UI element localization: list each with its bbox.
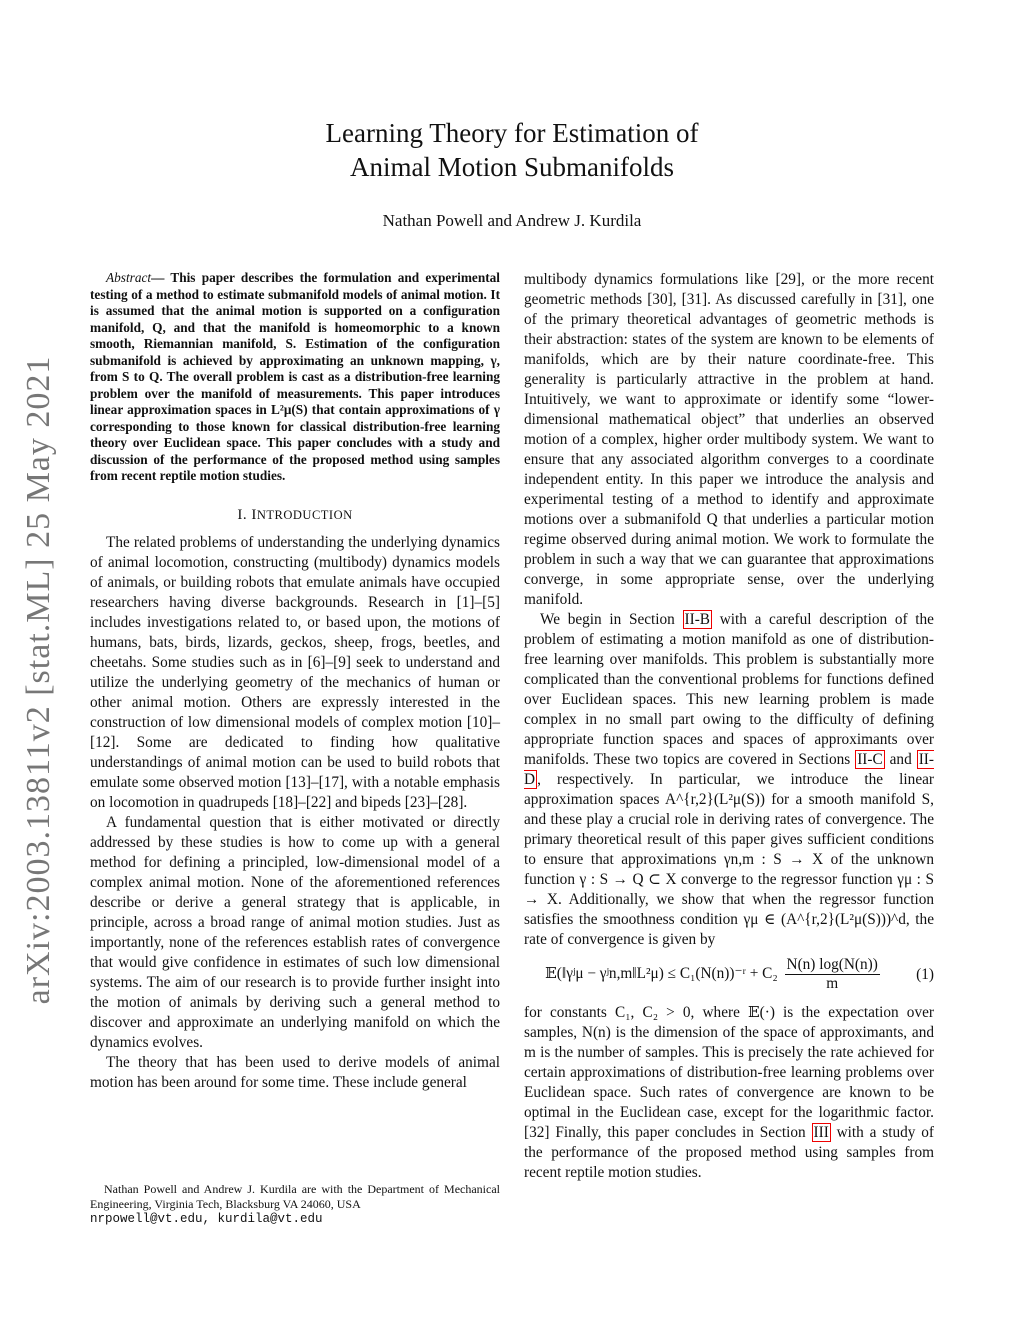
abstract-label: Abstract <box>106 270 152 285</box>
section-link-II-C[interactable]: II-C <box>857 751 883 768</box>
section-name-rest: NTRODUCTION <box>256 507 353 522</box>
abstract <box>90 270 500 485</box>
intro-paragraph-1: The related problems of understanding the underlying dynamics of animal locomotion, constructing (multibody) dynamics models of animals, or building robots that emulate animals have occupied researchers having diverse backgrounds. Research in [1]–[5] includes investigations related to, or based upon, the motions of humans, bats, birds, lizards, geckos, sheep, frogs, beetles, and cheetahs. Some studies such as in [6]–[9] seek to understand and utilize the underlying geometry of the mechanics of human or other animal motion. Others are expressly interested in the construction of low dimensional models of complex motion [10]–[12]. Some are dedicated to finding how qualitative understandings of animal motion can be used to build robots that emulate some observed motion [13]–[17], with a notable emphasis on locomotion in quadrupeds [18]–[22] and bipeds [23]–[28]. <box>90 533 500 811</box>
p2-text-4: , respectively. In particular, we introduce the linear approximation spaces A^{r,2}(L²μ(S)) for a smooth manifold S, and these play a crucial role in deriving rates of convergence. The primary theoretical result of this paper gives sufficient conditions to ensure that approximations γn,m : S → X of the unknown function γ : S → Q ⊂ X converge to the regressor function γμ : S → X. Additionally, we show that when the regressor function satisfies the smoothness condition γμ ∈ (A^{r,2}(L²μ(S)))^d, the rate of convergence is given by <box>524 771 934 948</box>
author-list: Nathan Powell and Andrew J. Kurdila <box>382 211 642 230</box>
intro-paragraph-2: A fundamental question that is either motivated or directly addressed by these studies is how to come up with a general method for defining a principled, low-dimensional model of a complex animal motion. None of the aforementioned references describe or derive a general strategy that is applicable, in principle, across a broad range of animal motion studies. Just as importantly, none of the references establish rates of convergence that would give confidence in estimates of such low dimensional systems. The aim of our research is to provide further insight into the motion of animals by deriving such a general method to discover and approximate an underlying manifold on which the dynamics evolves. <box>90 813 500 1051</box>
title-line-2: Animal Motion Submanifolds <box>350 152 674 182</box>
fraction-numerator: N(n) log(N(n)) <box>786 956 878 973</box>
section-heading <box>90 505 500 525</box>
fraction-denominator: m <box>826 975 839 992</box>
abstract-dash: — <box>151 270 165 285</box>
footnote-emails: nrpowell@vt.edu, kurdila@vt.edu <box>90 1212 323 1226</box>
footnote-text: Nathan Powell and Andrew J. Kurdila are with the Department of Mechanical Engineering, Virginia Tech, Blacksburg VA 24060, USA <box>90 1182 500 1211</box>
abstract-text: This paper describes the formulation and experimental testing of a method to estimate submanifold models of animal motion. It is assumed that the animal motion is supported on a configuration manifold, Q, and that the manifold is homeomorphic to a known smooth, Riemannian manifold, S. Estimation of the configuration submanifold is achieved by approximating an unknown mapping, γ, from S to Q. The overall problem is cast as a distribution-free learning problem over the manifold of measurements. This paper introduces linear approximation spaces in L²μ(S) that contain approximations of γ corresponding to those known for classical distribution-free learning theory over Euclidean space. This paper concludes with a study and discussion of the performance of the proposed method using samples from recent reptile motion studies. <box>90 270 500 483</box>
section-link-III[interactable]: III <box>813 1124 829 1141</box>
p2-text-2: with a careful description of the problem of estimating a motion manifold as one of distribution-free learning over manifolds. This problem is substantially more complicated than the conventional problems for functions defined over Euclidean spaces. This new learning problem is made complex in no small part owing to the difficulty of defining appropriate function spaces and spaces of approximants over manifolds. These two topics are covered in Sections <box>524 611 934 768</box>
equation-1 <box>524 956 934 993</box>
right-paragraph-3 <box>524 1003 934 1183</box>
right-column <box>524 270 934 1183</box>
right-paragraph-2 <box>524 610 934 950</box>
arxiv-sidebar <box>14 330 64 1030</box>
p3-text-1: for constants C₁, C₂ > 0, where 𝔼(·) is the expectation over samples, N(n) is the dimension of the space of approximants, and m is the number of samples. This is precisely the rate achieved for certain approximations of distribution-free learning problems over Euclidean space. Such rates of convergence are known to be optimal in the Euclidean case, except for the logarithmic factor. [32] Finally, this paper concludes in Section <box>524 1004 934 1141</box>
footnote-rule <box>90 1176 250 1177</box>
equation-fraction <box>785 956 880 993</box>
section-link-II-B[interactable]: II-B <box>684 611 711 628</box>
left-column <box>90 270 500 1093</box>
section-name-first: I <box>251 506 257 523</box>
p2-text-3: and <box>884 751 917 768</box>
footnote <box>90 1182 500 1227</box>
paper-title <box>0 116 1024 184</box>
p3-text-2: with a study of the performance of the proposed method using samples from recent reptile motion studies. <box>524 1124 934 1181</box>
p2-text-1: We begin in Section <box>540 611 683 628</box>
equation-number: (1) <box>916 965 934 983</box>
equation-lhs: 𝔼(‖γʲμ − γʲn,m‖L²μ) ≤ C₁(N(n))⁻ʳ + C₂ <box>545 965 778 983</box>
intro-paragraph-3: The theory that has been used to derive models of animal motion has been around for some time. These include general <box>90 1053 500 1091</box>
right-paragraph-1: multibody dynamics formulations like [29], or the more recent geometric methods [30], [31]. As discussed carefully in [31], one of the primary theoretical advantages of geometric methods is their abstraction: states of the system are known to be elements of manifolds, which are by their nature coordinate-free. This generality is particularly attractive in the problem at hand. Intuitively, we want to approximate or identify some “lower-dimensional mathematical object” that underlies an observed motion of a complex, higher order multibody system. We want to ensure that any associated algorithm converges to a coordinate independent entity. In this paper we introduce the analysis and experimental testing of a method to identify and approximate motions over a submanifold Q that underlies a particular motion regime observed during animal motion. We work to formulate the problem in such a way that we can guarantee that approximations converge, in some appropriate sense, over the underlying manifold. <box>524 271 934 608</box>
section-link-II-D[interactable]: II-D <box>524 751 934 788</box>
arxiv-identifier: arXiv:2003.13811v2 [stat.ML] 25 May 2021 <box>20 355 57 1005</box>
title-line-1: Learning Theory for Estimation of <box>325 118 699 148</box>
section-number: I. <box>237 506 248 523</box>
